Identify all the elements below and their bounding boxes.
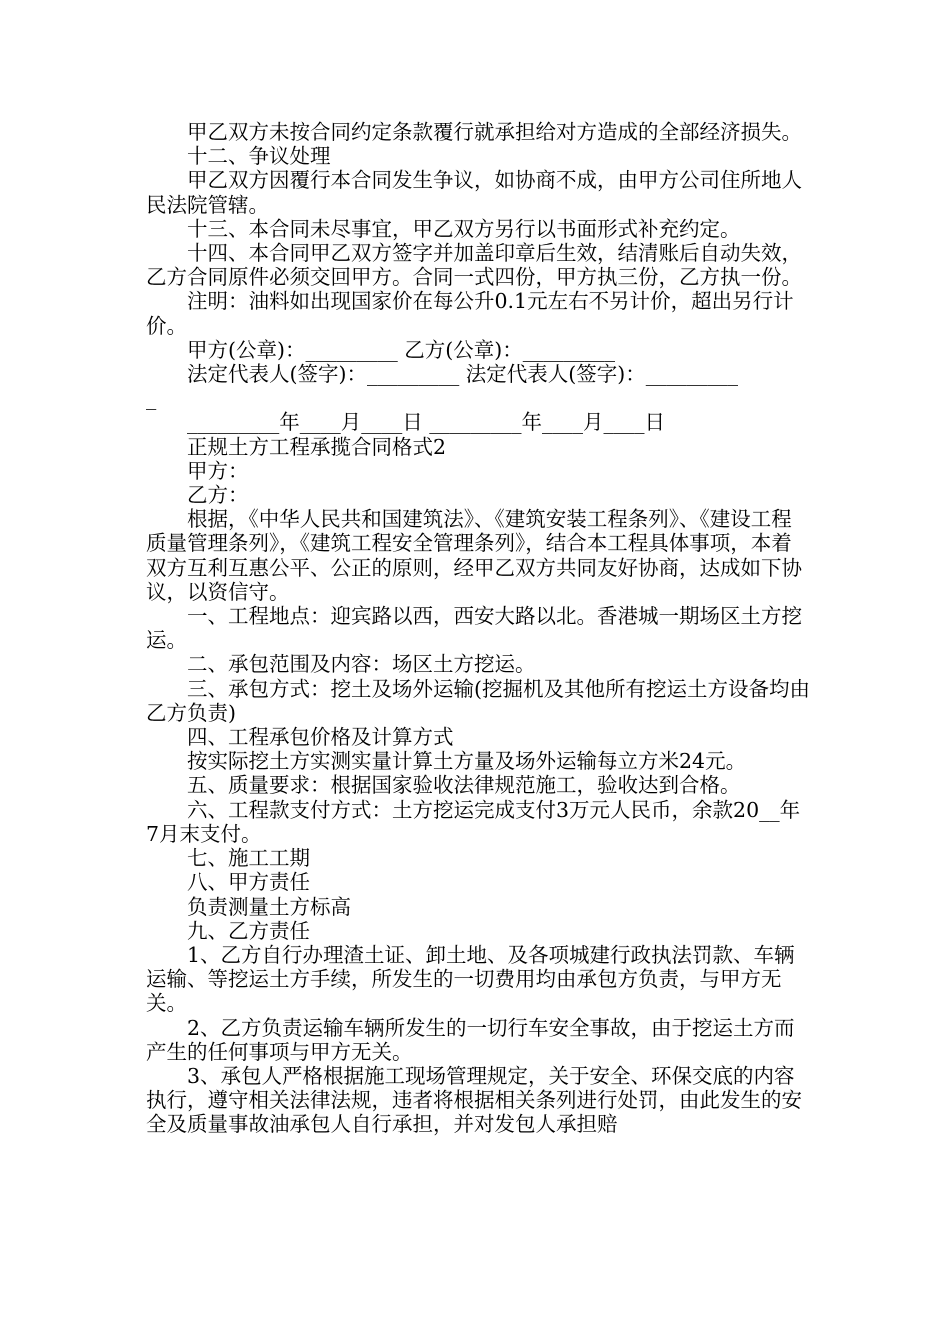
section-heading: 四、工程承包价格及计算方式 (187, 725, 454, 750)
paragraph: 2、乙方负责运输车辆所发生的一切行车安全事故，由于挖运土方而产生的任何事项与甲方无关。 (146, 1015, 795, 1064)
paragraph: 六、工程款支付方式：土方挖运完成支付3万元人民币，余款20__年7月末支付。 (146, 797, 801, 846)
document-page (146, 120, 810, 1137)
paragraph: 1、乙方自行办理渣土证、卸土地、及各项城建行政执法罚款、车辆运输、等挖运土方手续，所发生的一切费用均由承包方负责，与甲方无关。 (146, 942, 795, 1016)
paragraph: 按实际挖土方实测实量计算土方量及场外运输每立方米24元。 (187, 749, 747, 774)
paragraph: 二、承包范围及内容：场区土方挖运。 (187, 652, 536, 677)
paragraph: 一、工程地点：迎宾路以西，西安大路以北。香港城一期场区土方挖运。 (146, 604, 802, 653)
paragraph: 3、承包人严格根据施工现场管理规定，关于安全、环保交底的内容执行，遵守相关法律法规，违者将根据相关条列进行处罚，由此发生的安全及质量事故油承包人自行承担，并对发包人承担赔 (146, 1063, 802, 1137)
party-b-label: 乙方： (187, 483, 249, 508)
section-heading: 八、甲方责任 (187, 870, 310, 895)
paragraph: 负责测量土方标高 (187, 894, 351, 919)
paragraph: 三、承包方式：挖土及场外运输(挖掘机及其他所有挖运土方设备均由乙方负责) (146, 676, 810, 725)
party-a-label: 甲方： (187, 458, 249, 483)
date-line: _________年____月____日 _________年____月____日 (187, 410, 666, 435)
section-heading: 十二、争议处理 (187, 144, 331, 169)
signature-line-representative: 法定代表人(签字)：_________ 法定代表人(签字)：_________ (187, 362, 739, 387)
signature-line-overflow: _ (146, 386, 157, 411)
paragraph: 甲乙双方未按合同约定条款覆行就承担给对方造成的全部经济损失。 (187, 120, 802, 144)
paragraph: 根据，《中华人民共和国建筑法》、《建筑安装工程条列》、《建设工程质量管理条列》，《建筑工程安全管理条列》，结合本工程具体事项，本着双方互利互惠公平、公正的原则，经甲乙双方共同友好协商，达成如下协议，以资信守。 (146, 507, 802, 604)
paragraph: 十四、本合同甲乙双方签字并加盖印章后生效，结清账后自动失效，乙方合同原件必须交回甲方。合同一式四份，甲方执三份，乙方执一份。 (146, 241, 802, 290)
contract-title: 正规土方工程承揽合同格式2 (187, 434, 447, 459)
signature-line-seal: 甲方(公章)：_________ 乙方(公章)：_________ (187, 337, 616, 362)
paragraph: 五、质量要求：根据国家验收法律规范施工，验收达到合格。 (187, 773, 741, 798)
section-heading: 七、施工工期 (187, 846, 310, 871)
paragraph: 甲乙双方因覆行本合同发生争议，如协商不成，由甲方公司住所地人民法院管辖。 (146, 168, 802, 217)
paragraph: 注明：油料如出现国家价在每公升0.1元左右不另计价，超出另行计价。 (146, 289, 794, 338)
paragraph: 十三、本合同未尽事宜，甲乙双方另行以书面形式补充约定。 (187, 216, 741, 241)
section-heading: 九、乙方责任 (187, 918, 310, 943)
